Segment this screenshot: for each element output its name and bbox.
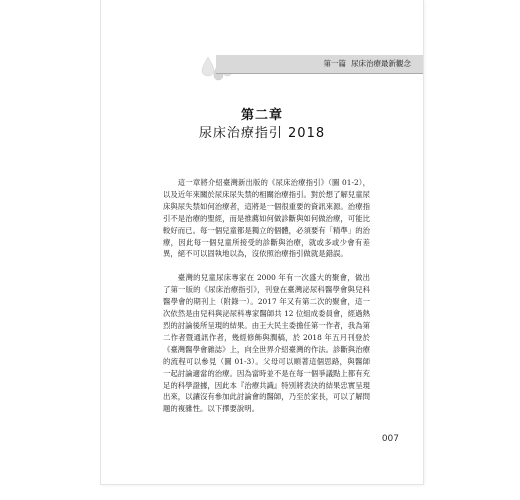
body-text: [163, 177, 370, 427]
book-page: [101, 0, 423, 484]
header-section: 尿床治療最新觀念: [351, 59, 411, 68]
page-number: 007: [381, 434, 399, 444]
header-part: 第一篇: [323, 59, 346, 68]
water-drops-decoration-icon: [101, 0, 423, 100]
chapter-number: 第二章: [240, 108, 283, 123]
chapter-title: 尿床治療指引 2018: [198, 126, 326, 141]
running-header: [324, 57, 412, 71]
header-divider: [216, 73, 423, 74]
drop-icon: [202, 57, 214, 76]
paragraph: 臺灣的兒童尿床專家在 2000 年有一次盛大的聚會，做出了第一版的《尿床治療指引》，刊登在臺灣泌尿科醫學會與兒科醫學會的期刊上（附錄一）。2017 年又有第二次的聚會，這一次依然是由兒科與泌尿科專家醫師共 12 位組成委員會，經過熱烈的討論後所呈現的結果。由王大民主委擔任第一作者，我為第二作者暨通訊作者，幾經修飾與潤稿，於 2018 年五月刊登於《臺灣醫學會雜誌》上，向全世界介紹臺灣的作法。診斷與治療的流程可以參見（圖 01-3）。父母可以順著這個思路，與醫師一起討論適當的治療。因為當時並不是在每一個爭議點上都有充足的科學證據，因此本『治療共識』特別將表決的結果忠實呈現出來，以讓沒有參加此討論會的醫師，乃至於家長，可以了解問題的複雜性。以下擇要說明。: [163, 273, 370, 414]
paragraph: 這一章將介紹臺灣新出版的《尿床治療指引》（圖 01-2），以及近年來關於尿床尿失禁的相關治療指引。對於想了解兒童尿床與尿失禁如何治療者，這將是一個很重要的資訊來源。治療指引不是治療的聖經，而是推薦如何做診斷與如何做治療，可能比較好而已。每一個兒童都是獨立的個體，必須要有「精準」的治療，因此每一個兒童所接受的診斷與治療，就或多或少會有差異，絕不可以固執地以為，沒依照治療指引做就是錯誤。: [163, 178, 370, 259]
